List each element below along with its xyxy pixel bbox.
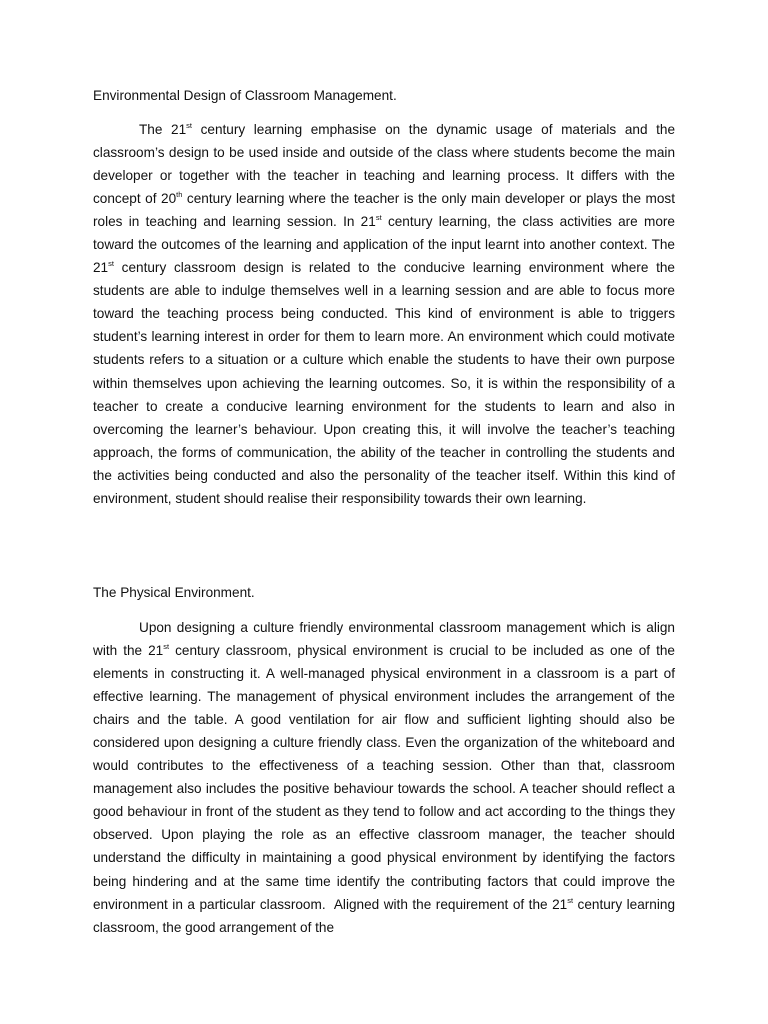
section-heading-environmental-design: Environmental Design of Classroom Management. [93, 88, 397, 103]
section-heading-physical-environment: The Physical Environment. [93, 585, 255, 600]
text-run: century classroom, physical environment is crucial to be included as one of the elements in constructing it. A well-managed physical environment in a classroom is a part of effective learning. The management of physical environment includes the arrangement of the chairs and the table. A good ventilation for air flow and sufficient lighting should also be considered upon designing a culture friendly class. Even the organization of the whiteboard and would contributes to the effectiveness of a teaching session. Other than that, classroom management also includes the positive behaviour towards the school. A teacher should reflect a good behaviour in front of the student as they tend to follow and act according to the things they observed. Upon playing the role as an effective classroom manager, the teacher should understand the difficulty in maintaining a good physical environment by identifying the factors being hindering and at the same time identify the contributing factors that could improve the environment in a particular classroom. Aligned with the requirement of the 21 [93, 643, 675, 912]
text-run: century learning where the teacher is the only main developer or plays the most roles in teaching and learning session. In 21 [93, 191, 675, 230]
text-run: century learning emphasise on the dynamic usage of materials and the classroom’s design to be used inside and outside of the class where students become the main developer or together with the teacher in teaching and learning process. It differs with the concept of 20 [93, 122, 675, 207]
superscript: st [375, 213, 382, 223]
superscript: st [186, 121, 192, 130]
paragraph-physical-environment [93, 616, 675, 939]
text-run: Upon designing a culture friendly environmental classroom management which is align with the 21 [93, 620, 675, 659]
text-run: century learning classroom, the good arrangement of the [93, 896, 676, 935]
superscript: th [176, 190, 183, 200]
text-run: century learning, the class activities are more toward the outcomes of the learning and application of the input learnt into another context. The 21 [93, 214, 675, 276]
superscript: st [567, 895, 574, 905]
superscript: st [108, 259, 114, 269]
superscript: st [163, 642, 170, 652]
text-run: The 21 [139, 122, 187, 137]
text-run: century classroom design is related to the conducive learning environment where the students are able to indulge themselves well in a learning session and are able to focus more toward the teaching process being conducted. This kind of environment is able to triggers student’s learning interest in order for them to learn more. An environment which could motivate students refers to a situation or a culture which enable the students to have their own purpose within themselves upon achieving the learning outcomes. So, it is within the responsibility of a teacher to create a conducive learning environment for the students to learn and also in overcoming the learner’s behaviour. Upon creating this, it will involve the teacher’s teaching approach, the forms of communication, the ability of the teacher in controlling the students and the activities being conducted and also the personality of the teacher itself. Within this kind of environment, student should realise their responsibility towards their own learning. [93, 260, 675, 506]
paragraph-environmental-design [93, 118, 675, 510]
